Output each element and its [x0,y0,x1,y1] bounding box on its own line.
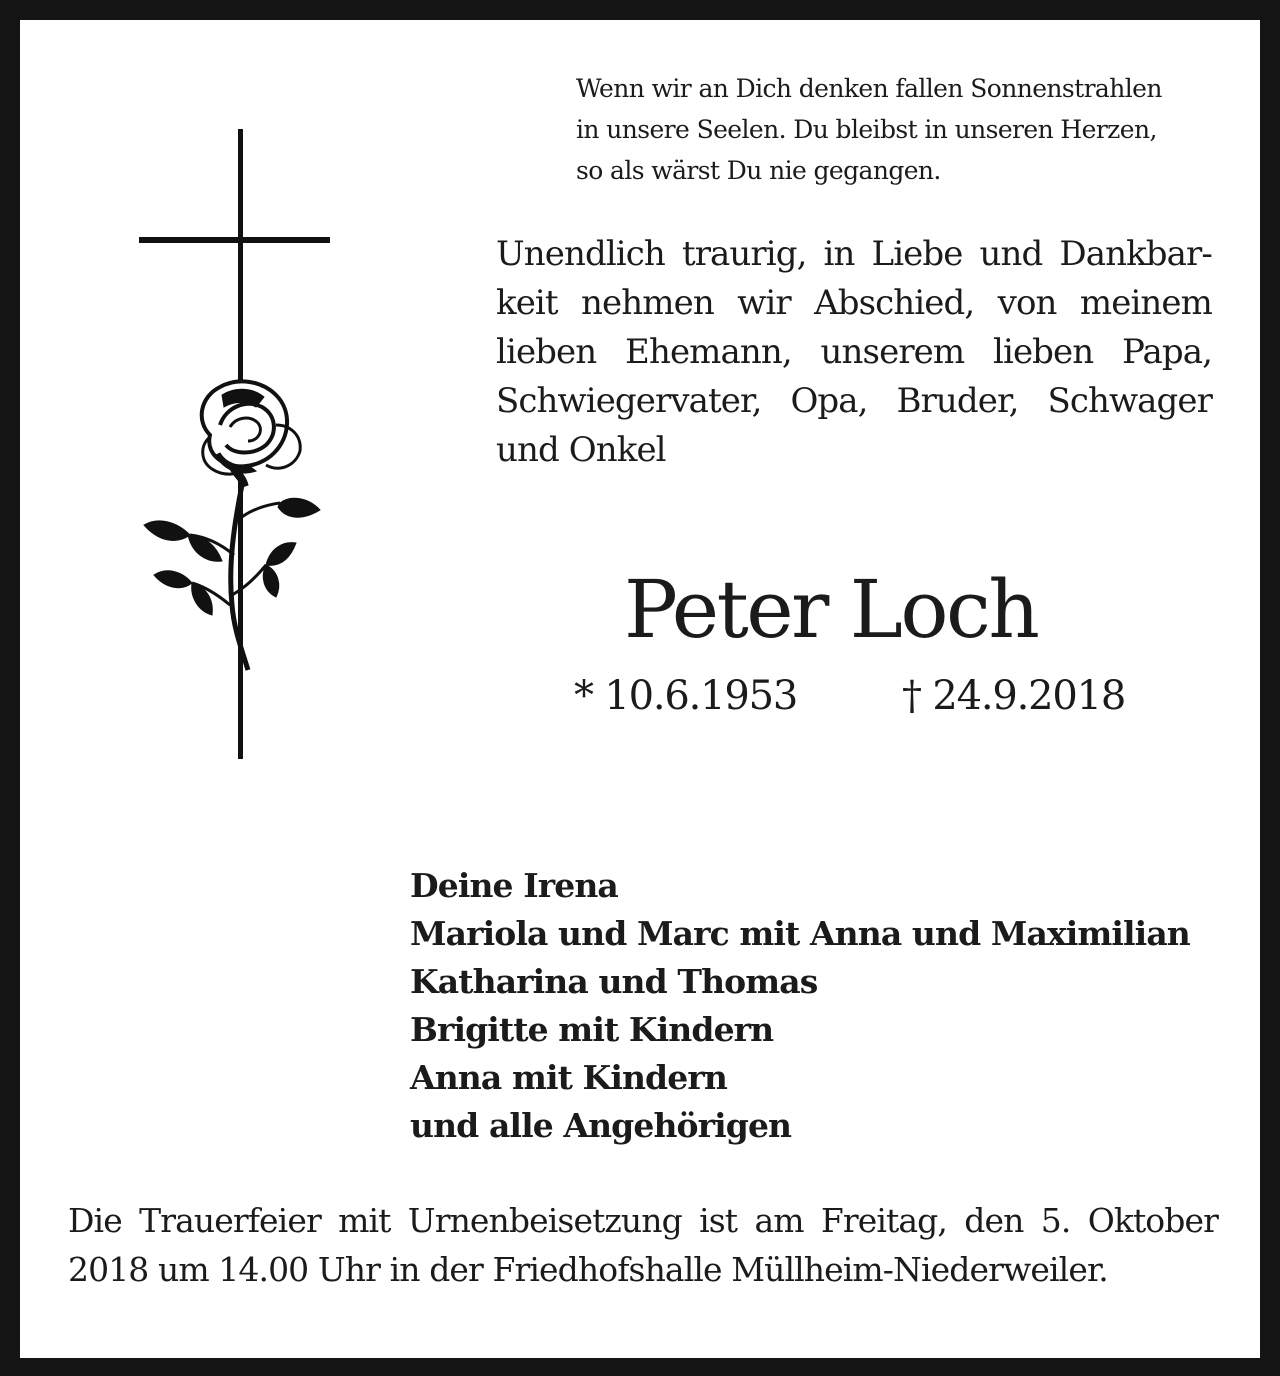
death-date: † 24.9.2018 [902,673,1126,719]
birth-date: * 10.6.1953 [574,673,798,719]
funeral-service-info [68,1196,1218,1294]
mourner-line: Deine Irena [410,866,618,905]
rose-icon [144,381,320,670]
farewell-line: Unendlich traurig, in Liebe und Dankbar- [496,234,1212,274]
farewell-line: und Onkel [496,430,666,470]
mourner-line: Brigitte mit Kindern [410,1010,774,1049]
poem-line: in unsere Seelen. Du bleibst in unseren Herzen, [576,115,1157,144]
farewell-line: Schwiegervater, Opa, Bruder, Schwager [496,381,1212,421]
memorial-poem [576,68,1216,191]
farewell-line: keit nehmen wir Abschied, von meinem [496,283,1212,323]
deceased-name: Peter Loch [624,563,1038,656]
poem-line: so als wärst Du nie gegangen. [576,156,941,185]
obituary-notice [20,20,1260,1358]
mourner-line: Anna mit Kindern [410,1058,727,1097]
mourner-line: Katharina und Thomas [410,962,818,1001]
cross-with-rose-illustration [130,125,330,765]
farewell-line: lieben Ehemann, unserem lieben Papa, [496,332,1212,372]
mourner-line: und alle Angehörigen [410,1106,792,1145]
service-line: 2018 um 14.00 Uhr in der Friedhofshalle Müllheim-Niederweiler. [68,1250,1108,1289]
mourner-line: Mariola und Marc mit Anna und Maximilian [410,914,1190,953]
poem-line: Wenn wir an Dich denken fallen Sonnenstrahlen [576,74,1162,103]
mourners-list [410,862,1230,1150]
service-line: Die Trauerfeier mit Urnenbeisetzung ist am Freitag, den 5. Oktober [68,1201,1218,1240]
farewell-text [496,230,1212,475]
